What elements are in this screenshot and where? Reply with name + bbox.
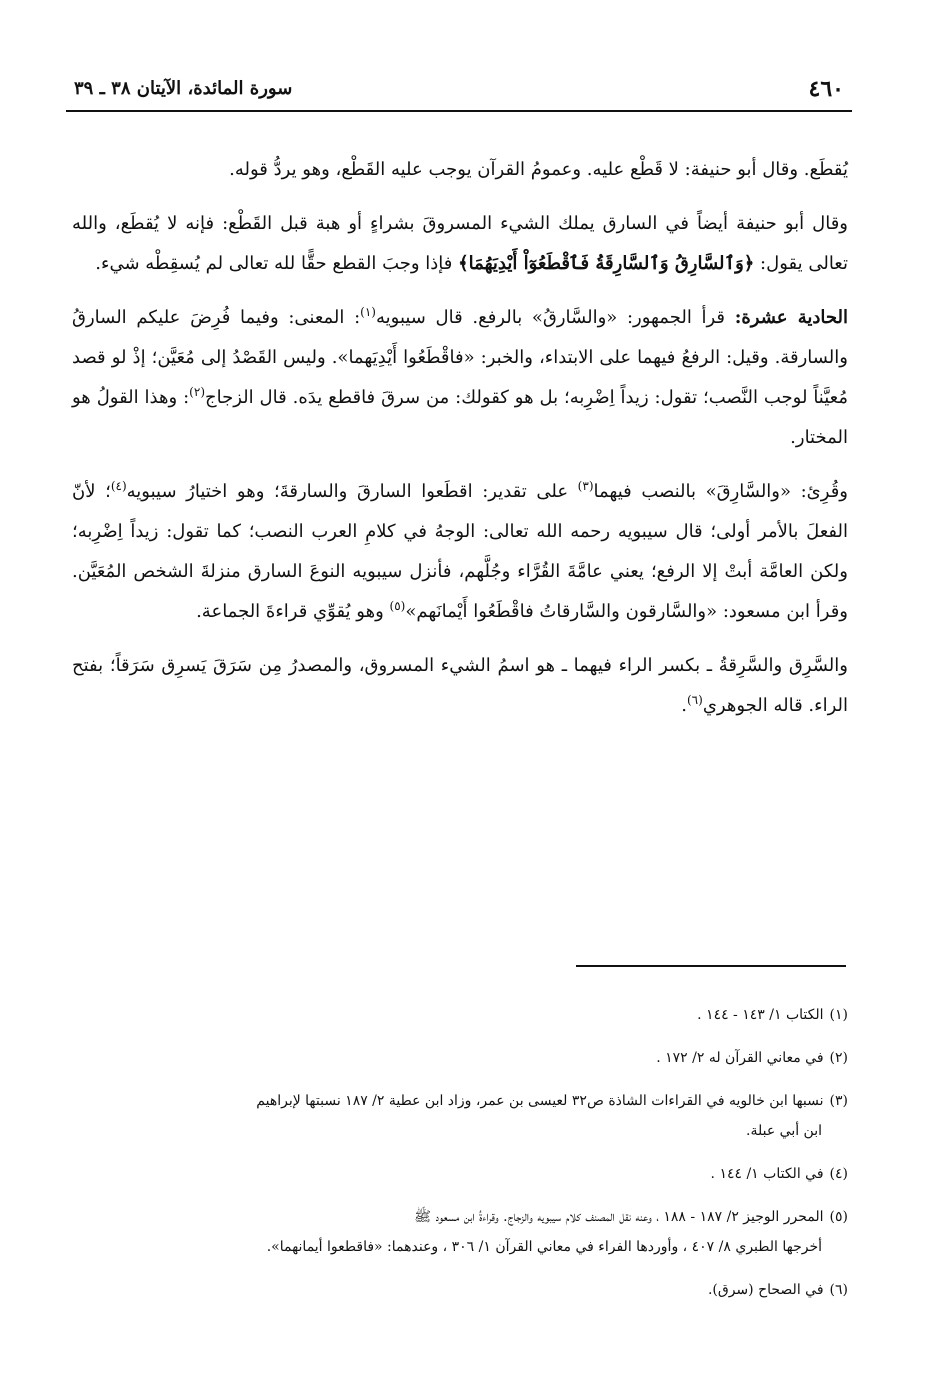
paragraph-3 — [72, 298, 848, 458]
main-text — [72, 150, 848, 740]
paragraph-4-text-c: ؛ لأنّ الفعلَ بالأمر أولى؛ قال سيبويه رحمه الله تعالى: الوجهُ في كلامِ العرب النصب؛ كما تقول: زيداً اِضْرِبه؛ ولكن العامَّة أبتْ إلا الرفع؛ يعني عامَّةَ القُرَّاء وجُلَّهم، فأنزل سيبويه النوعَ السارق منزلةَ الشخص المُعَيَّن. وقرأ ابن مسعود: «والسَّارقون والسَّارقاتُ فاقْطَعُوا أَيْمانَهم» — [72, 481, 848, 622]
footnote-text: نسبها ابن خالويه في القراءات الشاذة ص٣٢ لعيسى بن عمر، وزاد ابن عطية ٢/ ١٨٧ نسبتها لإبراهيم — [256, 1093, 824, 1109]
paragraph-2-text-b: فإذا وجبَ القطع حقًّا لله تعالى لم يُسقِطْه شيء. — [95, 253, 459, 274]
footnote-number: (٢) — [829, 1050, 848, 1066]
paragraph-2-text-a: وقال أبو حنيفة أيضاً في السارق يملك الشيء المسروقَ بشراءٍ أو هبة قبل القَطْع: فإنه لا يُقطَع، والله تعالى يقول: — [72, 213, 848, 274]
running-title: سورة المائدة، الآيتان ٣٨ ـ ٣٩ — [74, 78, 293, 99]
quran-verse: ﴿وَٱلسَّارِقُ وَٱلسَّارِقَةُ فَٱقْطَعُوٓاْ أَيْدِيَهُمَا﴾ — [458, 253, 755, 274]
paragraph-4-text-a: وقُرِئ: «والسَّارِقَ» بالنصب فيهما — [593, 481, 848, 502]
footnote-ref-2: (٢) — [189, 385, 205, 399]
paragraph-5-text-a: والسَّرِق والسَّرِقةُ ـ بكسر الراء فيهما ـ هو اسمُ الشيء المسروق، والمصدرُ مِن سَرَقَ يَسرِق سَرَقاً؛ بفتح الراء. قاله الجوهري — [72, 655, 848, 716]
footnote-text: في الكتاب ١/ ١٤٤ . — [710, 1166, 824, 1182]
footnote — [72, 1275, 848, 1305]
footnote-ref-6: (٦) — [686, 693, 703, 707]
footnote-continuation: ابن أبي عبلة. — [746, 1123, 822, 1139]
page-header — [66, 70, 852, 112]
footnote-number: (٣) — [829, 1093, 848, 1109]
footnote-ref-5: (٥) — [389, 599, 406, 613]
footnote — [72, 1043, 848, 1073]
paragraph-1: يُقطَع. وقال أبو حنيفة: لا قَطْع عليه. وعمومُ القرآن يوجب عليه القَطْع، وهو يردُّ قوله. — [229, 159, 848, 180]
paragraph-3-text-a: قرأ الجمهور: «والسَّارقُ» بالرفع. قال سيبويه — [375, 307, 735, 328]
paragraph-4-text-d: وهو يُقوِّي قراءةَ الجماعة. — [196, 601, 390, 622]
footnotes — [72, 1000, 848, 1318]
paragraph-4 — [72, 472, 848, 632]
page-number: ٤٦٠ — [808, 76, 844, 102]
footnote-number: (٤) — [829, 1166, 848, 1182]
section-heading: الحادية عشرة: — [734, 307, 848, 328]
footnote-text: الكتاب ١/ ١٤٣ - ١٤٤ . — [697, 1007, 824, 1023]
paragraph-3-text-b: : المعنى: وفيما فُرِضَ عليكم السارقُ والسارقة. وقيل: الرفعُ فيهما على الابتداء، والخبر: «فاقْطَعُوا أَيْدِيَهما». وليس القَصْدُ إلى مُعَيَّن؛ إذْ لو قصد مُعيَّناً لوجب النَّصب؛ تقول: زيداً اِضْرِبه؛ بل هو كقولك: من سرقَ فاقطع يدَه. قال الزجاج — [72, 307, 848, 408]
paragraph-3-text-c: : وهذا القولُ هو المختار. — [72, 387, 848, 448]
footnote-ref-3: (٣) — [577, 479, 594, 493]
footnote — [72, 1202, 848, 1262]
footnote-text: في الصحاح (سرق). — [707, 1282, 824, 1298]
paragraph-5 — [72, 646, 848, 726]
footnote — [72, 1159, 848, 1189]
footnote-ref-4: (٤) — [110, 479, 127, 493]
footnote-divider — [576, 965, 846, 967]
footnote-text: في معاني القرآن له ٢/ ١٧٢ . — [656, 1050, 824, 1066]
footnote-text: المحرر الوجيز ٢/ ١٨٧ - ١٨٨ ، وعنه نقل المصنف كلام سيبويه والزجاج. وقراءةُ ابن مسعود ﷺ — [414, 1209, 824, 1225]
footnote-continuation: أخرجها الطبري ٨/ ٤٠٧ ، وأوردها الفراء في معاني القرآن ١/ ٣٠٦ ، وعندهما: «فاقطعوا أيمانهما». — [266, 1239, 822, 1255]
footnote-number: (٥) — [829, 1209, 848, 1225]
footnote-ref-1: (١) — [360, 305, 376, 319]
footnote-number: (٦) — [829, 1282, 848, 1298]
footnote-number: (١) — [829, 1007, 848, 1023]
paragraph-2 — [72, 204, 848, 284]
paragraph-4-text-b: على تقدير: اقطَعوا السارقَ والسارقةَ؛ وهو اختيارُ سيبويه — [126, 481, 578, 502]
footnote — [72, 1086, 848, 1146]
footnote — [72, 1000, 848, 1030]
paragraph-5-end: . — [681, 695, 687, 716]
